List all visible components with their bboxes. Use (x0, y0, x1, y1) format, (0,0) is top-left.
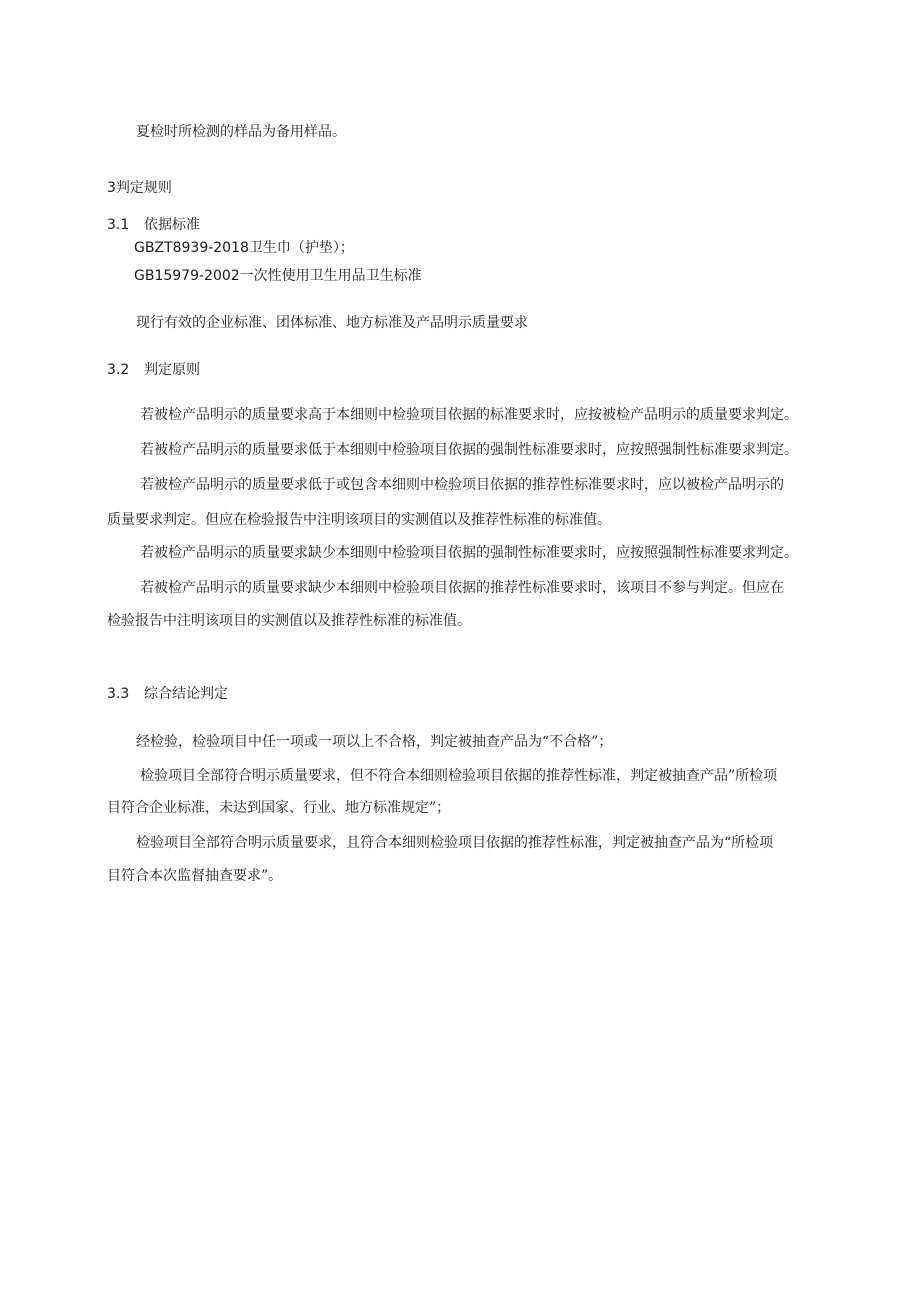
principle-line: 若被检产品明示的质量要求高于本细则中检验项目依据的标准要求时，应按被检产品明示的质量要求判定。 (140, 407, 798, 423)
conclusion-line: 经检验，检验项目中任一项或一项以上不合格，判定被抽查产品为“不合格”； (136, 734, 613, 750)
section-3-3-heading (107, 684, 228, 704)
principle-line: 若被检产品明示的质量要求低于本细则中检验项目依据的强制性标准要求时，应按照强制性标准要求判定。 (140, 442, 798, 458)
conclusion-line: 检验项目全部符合明示质量要求，且符合本细则检验项目依据的推荐性标准，判定被抽查产品为“所检项 (136, 835, 774, 851)
conclusion-line: 检验项目全部符合明示质量要求，但不符合本细则检验项目依据的推荐性标准，判定被抽查产品”所检项 (140, 768, 778, 784)
principle-line: 若被检产品明示的质量要求缺少本细则中检验项目依据的强制性标准要求时，应按照强制性标准要求判定。 (140, 545, 798, 561)
section-3-2-number: 3.2 (107, 362, 130, 378)
principle-line: 若被检产品明示的质量要求低于或包含本细则中检验项目依据的推荐性标准要求时，应以被检产品明示的 (140, 477, 784, 493)
section-3-2-title: 判定原则 (144, 362, 200, 378)
principle-line: 若被检产品明示的质量要求缺少本细则中检验项目依据的推荐性标准要求时，该项目不参与判定。但应在 (140, 580, 784, 596)
conclusion-line: 目符合本次监督抽查要求”。 (107, 868, 283, 884)
standard-item: GBZT8939-2018卫生巾（护垫）； (134, 240, 354, 256)
section-3-3-title: 综合结论判定 (144, 686, 228, 702)
section-3-2-heading (107, 360, 200, 380)
principle-line: 检验报告中注明该项目的实测值以及推荐性标准的标准值。 (107, 613, 471, 629)
section-3-1-number: 3.1 (107, 217, 130, 233)
section-3-3-number: 3.3 (107, 686, 130, 702)
principle-line: 质量要求判定。但应在检验报告中注明该项目的实测值以及推荐性标准的标准值。 (107, 512, 611, 528)
intro-text: 夏检时所检测的样品为备用样品。 (136, 124, 346, 140)
section-3-1-heading (107, 215, 200, 235)
standard-item: GB15979-2002一次性使用卫生用品卫生标准 (134, 268, 422, 284)
section-3-1-title: 依据标准 (144, 217, 200, 233)
section-3-heading: 3判定规则 (107, 180, 172, 196)
conclusion-line: 目符合企业标准，未达到国家、行业、地方标准规定”； (107, 800, 451, 816)
standards-note: 现行有效的企业标准、团体标准、地方标准及产品明示质量要求 (136, 315, 528, 331)
